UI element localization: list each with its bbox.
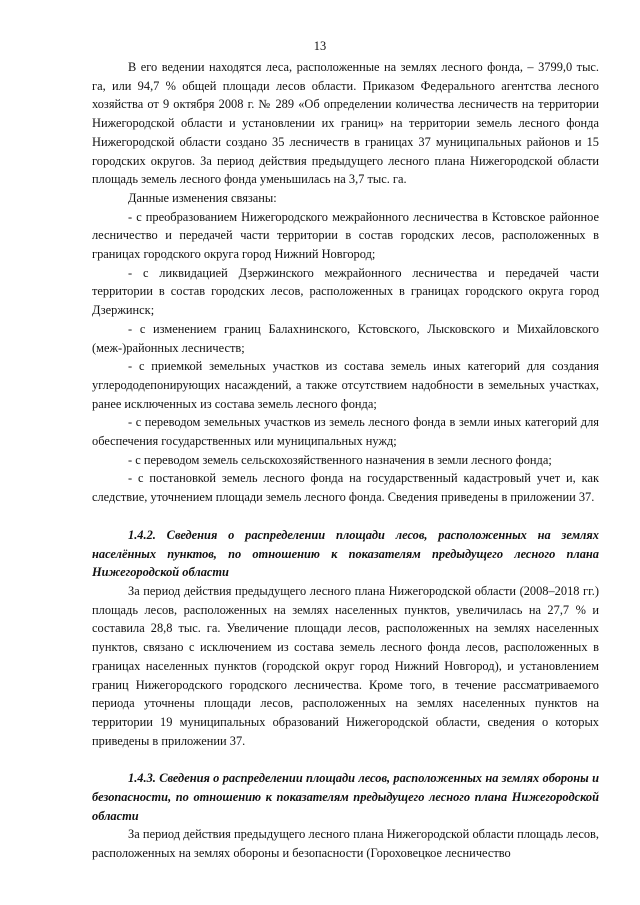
section-heading-1-4-2: 1.4.2. Сведения о распределении площади лесов, расположенных на землях населённых пунктов, по отношению к показателям предыдущего лесного плана Нижегородской области	[92, 527, 599, 580]
section-heading-1-4-3: 1.4.3. Сведения о распределении площади лесов, расположенных на землях обороны и безопасности, по отношению к показателям предыдущего лесного плана Нижегородской области	[92, 771, 599, 823]
list-item: - с изменением границ Балахнинского, Кстовского, Лысковского и Михайловского (меж-)районных лесничеств;	[92, 321, 599, 355]
list-item: - с приемкой земельных участков из состава земель иных категорий для создания углерододепонирующих насаждений, а также отсутствием надобности в земельных участках, ранее исключенных из состава земель лесного фонда;	[92, 359, 599, 411]
list-item: - с переводом земель сельскохозяйственного назначения в земли лесного фонда;	[128, 452, 552, 467]
paragraph-forest-fund: В его ведении находятся леса, расположенные на землях лесного фонда, – 3799,0 тыс. га, или 94,7 % общей площади лесов области. Приказом Федерального агентства лесного хозяйства от 9 октября 2008 г. № 289 «Об определении количества лесничеств на территории Нижегородской области и установлении их границ» на территории земель лесного фонда Нижегородской области создано 35 лесничеств в границах 37 муниципальных районов и 15 городских округов. За период действия предыдущего лесного плана Нижегородской области площадь земель лесного фонда уменьшилась на 3,7 тыс. га.	[92, 60, 599, 187]
list-item: - с постановкой земель лесного фонда на государственный кадастровый учет и, как следствие, уточнением площади земель лесного фонда. Сведения приведены в приложении 37.	[92, 471, 599, 505]
list-item: - с ликвидацией Дзержинского межрайонного лесничества и передачей части территории в состав городских лесов, расположенных в границах городского округа город Дзержинск;	[92, 265, 599, 318]
document-body	[92, 58, 599, 863]
page-number: 13	[313, 39, 327, 53]
paragraph-defense-lands: За период действия предыдущего лесного плана Нижегородской области площадь лесов, расположенных на землях обороны и безопасности (Гороховецкое лесничество	[92, 827, 599, 861]
paragraph-settlement-lands: За период действия предыдущего лесного плана Нижегородской области (2008–2018 гг.) площадь лесов, расположенных на землях населенных пунктов, увеличилась на 27,7 % и составила 28,8 тыс. га. Увеличение площади лесов, расположенных на землях населенных пунктов, связано с исключением из состава земель лесного фонда лесов, расположенных в границах населенных пунктов (городской округ город Нижний Новгород), и установлением границ Нижегородского городского лесничества. Кроме того, в течение рассматриваемого периода уточнены площади лесов, расположенных на землях населенных пунктов на территории 19 муниципальных образований Нижегородской области, сведения о которых приведены в приложении 37.	[92, 583, 599, 748]
paragraph-changes-intro: Данные изменения связаны:	[128, 190, 277, 205]
list-item: - с преобразованием Нижегородского межрайонного лесничества в Кстовское районное лесничество и передачей части территории в состав городских лесов, расположенных в границах городского округа город Нижний Новгород;	[92, 209, 599, 262]
list-item: - с переводом земельных участков из земель лесного фонда в земли иных категорий для обеспечения государственных или муниципальных нужд;	[92, 415, 599, 449]
